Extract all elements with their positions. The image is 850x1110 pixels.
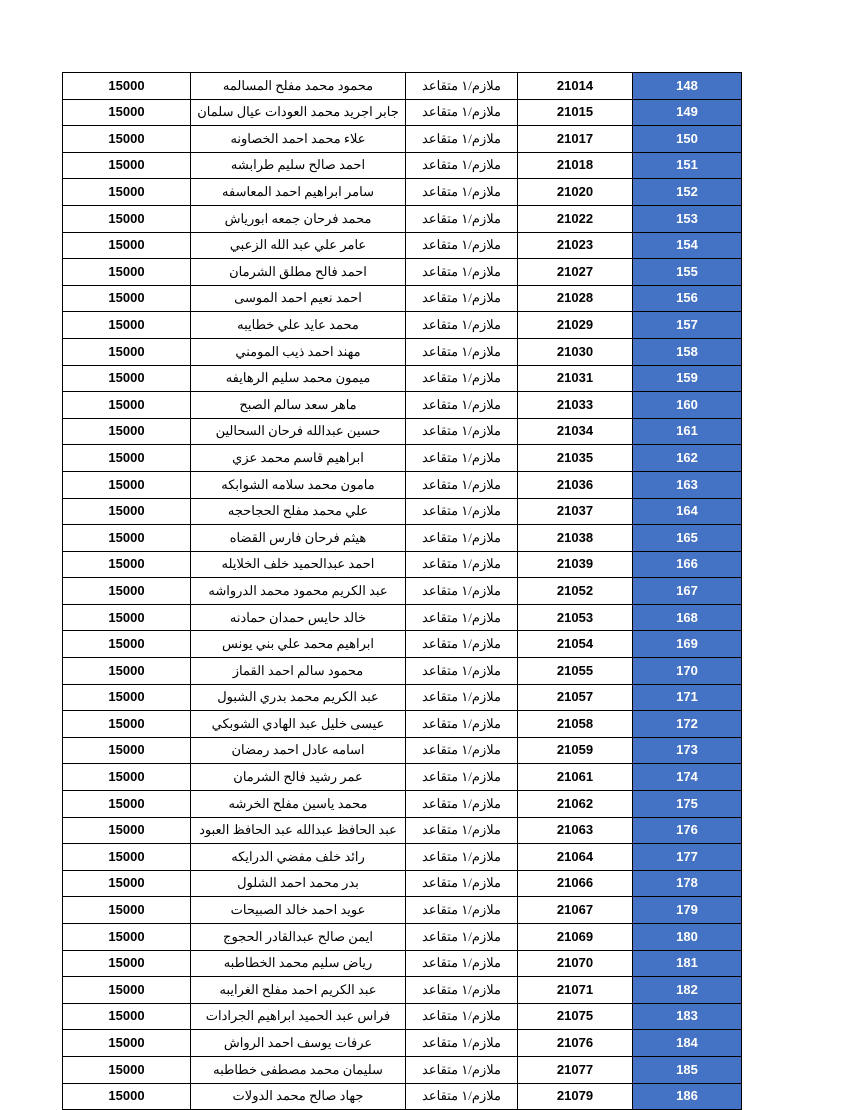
cell-rank: ملازم/١ متقاعد: [406, 817, 518, 844]
cell-name: احمد فالح مطلق الشرمان: [191, 259, 406, 286]
cell-sequence: 186: [633, 1083, 742, 1110]
cell-amount: 15000: [63, 312, 191, 339]
table-row: [63, 1083, 742, 1110]
cell-name: علاء محمد احمد الخصاونه: [191, 126, 406, 153]
cell-rank: ملازم/١ متقاعد: [406, 99, 518, 126]
cell-amount: 15000: [63, 711, 191, 738]
cell-amount: 15000: [63, 631, 191, 658]
cell-amount: 15000: [63, 684, 191, 711]
table-row: [63, 445, 742, 472]
cell-id-number: 21067: [518, 897, 633, 924]
cell-sequence: 155: [633, 259, 742, 286]
cell-rank: ملازم/١ متقاعد: [406, 525, 518, 552]
table-row: [63, 924, 742, 951]
cell-name: عبد الحافظ عبدالله عبد الحافظ العبود: [191, 817, 406, 844]
cell-amount: 15000: [63, 897, 191, 924]
cell-rank: ملازم/١ متقاعد: [406, 312, 518, 339]
cell-sequence: 180: [633, 924, 742, 951]
cell-id-number: 21062: [518, 791, 633, 818]
cell-amount: 15000: [63, 844, 191, 871]
cell-name: رائد خلف مفضي الدرايكه: [191, 844, 406, 871]
table-row: [63, 179, 742, 206]
cell-id-number: 21027: [518, 259, 633, 286]
cell-amount: 15000: [63, 152, 191, 179]
cell-amount: 15000: [63, 604, 191, 631]
cell-rank: ملازم/١ متقاعد: [406, 232, 518, 259]
cell-amount: 15000: [63, 498, 191, 525]
cell-name: ماهر سعد سالم الصبح: [191, 392, 406, 419]
cell-id-number: 21020: [518, 179, 633, 206]
cell-amount: 15000: [63, 126, 191, 153]
table-row: [63, 392, 742, 419]
table-row: [63, 418, 742, 445]
table-row: [63, 658, 742, 685]
cell-amount: 15000: [63, 764, 191, 791]
cell-id-number: 21052: [518, 578, 633, 605]
cell-name: محمد فرحان جمعه ابورياش: [191, 205, 406, 232]
cell-rank: ملازم/١ متقاعد: [406, 1083, 518, 1110]
table-row: [63, 99, 742, 126]
cell-rank: ملازم/١ متقاعد: [406, 764, 518, 791]
cell-amount: 15000: [63, 232, 191, 259]
cell-rank: ملازم/١ متقاعد: [406, 1056, 518, 1083]
cell-id-number: 21018: [518, 152, 633, 179]
cell-rank: ملازم/١ متقاعد: [406, 126, 518, 153]
cell-amount: 15000: [63, 525, 191, 552]
cell-rank: ملازم/١ متقاعد: [406, 179, 518, 206]
cell-id-number: 21038: [518, 525, 633, 552]
cell-id-number: 21070: [518, 950, 633, 977]
cell-id-number: 21034: [518, 418, 633, 445]
cell-rank: ملازم/١ متقاعد: [406, 392, 518, 419]
cell-rank: ملازم/١ متقاعد: [406, 205, 518, 232]
cell-amount: 15000: [63, 791, 191, 818]
cell-name: عبد الكريم محمود محمد الدرواشه: [191, 578, 406, 605]
cell-amount: 15000: [63, 205, 191, 232]
table-row: [63, 1030, 742, 1057]
cell-rank: ملازم/١ متقاعد: [406, 897, 518, 924]
cell-rank: ملازم/١ متقاعد: [406, 950, 518, 977]
cell-sequence: 177: [633, 844, 742, 871]
cell-sequence: 174: [633, 764, 742, 791]
cell-rank: ملازم/١ متقاعد: [406, 737, 518, 764]
cell-name: علي محمد مفلح الحجاحجه: [191, 498, 406, 525]
cell-id-number: 21015: [518, 99, 633, 126]
table-row: [63, 1056, 742, 1083]
table-row: [63, 950, 742, 977]
cell-amount: 15000: [63, 445, 191, 472]
cell-rank: ملازم/١ متقاعد: [406, 844, 518, 871]
cell-amount: 15000: [63, 870, 191, 897]
cell-sequence: 173: [633, 737, 742, 764]
cell-amount: 15000: [63, 924, 191, 951]
cell-name: محمود محمد مفلح المسالمه: [191, 73, 406, 100]
cell-rank: ملازم/١ متقاعد: [406, 498, 518, 525]
cell-name: هيثم فرحان فارس القضاه: [191, 525, 406, 552]
cell-sequence: 169: [633, 631, 742, 658]
cell-name: ابراهيم محمد علي بني يونس: [191, 631, 406, 658]
cell-amount: 15000: [63, 1030, 191, 1057]
table-row: [63, 1003, 742, 1030]
cell-sequence: 158: [633, 338, 742, 365]
cell-id-number: 21028: [518, 285, 633, 312]
cell-name: احمد نعيم احمد الموسى: [191, 285, 406, 312]
cell-sequence: 151: [633, 152, 742, 179]
cell-name: جهاد صالح محمد الدولات: [191, 1083, 406, 1110]
cell-name: محمد ياسين مفلح الخرشه: [191, 791, 406, 818]
table-row: [63, 525, 742, 552]
cell-sequence: 157: [633, 312, 742, 339]
cell-id-number: 21030: [518, 338, 633, 365]
cell-id-number: 21071: [518, 977, 633, 1004]
cell-name: رياض سليم محمد الخطاطبه: [191, 950, 406, 977]
table-row: [63, 684, 742, 711]
cell-id-number: 21064: [518, 844, 633, 871]
table-row: [63, 73, 742, 100]
cell-name: عيسى خليل عبد الهادي الشوبكي: [191, 711, 406, 738]
cell-rank: ملازم/١ متقاعد: [406, 338, 518, 365]
cell-id-number: 21066: [518, 870, 633, 897]
cell-name: عبد الكريم احمد مفلح الغرايبه: [191, 977, 406, 1004]
table-row: [63, 551, 742, 578]
cell-name: بدر محمد احمد الشلول: [191, 870, 406, 897]
cell-sequence: 149: [633, 99, 742, 126]
table-row: [63, 870, 742, 897]
cell-name: عرفات يوسف احمد الرواش: [191, 1030, 406, 1057]
cell-name: عبد الكريم محمد بدري الشبول: [191, 684, 406, 711]
cell-sequence: 184: [633, 1030, 742, 1057]
cell-amount: 15000: [63, 551, 191, 578]
cell-amount: 15000: [63, 338, 191, 365]
cell-name: مهند احمد ذيب المومني: [191, 338, 406, 365]
cell-amount: 15000: [63, 392, 191, 419]
cell-sequence: 164: [633, 498, 742, 525]
cell-sequence: 163: [633, 471, 742, 498]
cell-sequence: 165: [633, 525, 742, 552]
cell-rank: ملازم/١ متقاعد: [406, 285, 518, 312]
cell-amount: 15000: [63, 285, 191, 312]
cell-name: عويد احمد خالد الصبيحات: [191, 897, 406, 924]
cell-sequence: 185: [633, 1056, 742, 1083]
cell-id-number: 21033: [518, 392, 633, 419]
cell-amount: 15000: [63, 365, 191, 392]
cell-sequence: 153: [633, 205, 742, 232]
cell-amount: 15000: [63, 658, 191, 685]
cell-sequence: 167: [633, 578, 742, 605]
cell-id-number: 21058: [518, 711, 633, 738]
cell-id-number: 21053: [518, 604, 633, 631]
cell-sequence: 171: [633, 684, 742, 711]
table-row: [63, 285, 742, 312]
cell-id-number: 21022: [518, 205, 633, 232]
cell-rank: ملازم/١ متقاعد: [406, 977, 518, 1004]
cell-sequence: 168: [633, 604, 742, 631]
cell-sequence: 183: [633, 1003, 742, 1030]
cell-rank: ملازم/١ متقاعد: [406, 73, 518, 100]
cell-amount: 15000: [63, 737, 191, 764]
cell-rank: ملازم/١ متقاعد: [406, 684, 518, 711]
cell-rank: ملازم/١ متقاعد: [406, 1030, 518, 1057]
cell-name: ايمن صالح عبدالقادر الحجوج: [191, 924, 406, 951]
cell-id-number: 21077: [518, 1056, 633, 1083]
cell-name: ابراهيم قاسم محمد عزي: [191, 445, 406, 472]
cell-id-number: 21061: [518, 764, 633, 791]
cell-rank: ملازم/١ متقاعد: [406, 604, 518, 631]
cell-name: محمود سالم احمد القماز: [191, 658, 406, 685]
cell-name: فراس عبد الحميد ابراهيم الجرادات: [191, 1003, 406, 1030]
table-row: [63, 578, 742, 605]
table-row: [63, 312, 742, 339]
cell-name: سليمان محمد مصطفى خطاطبه: [191, 1056, 406, 1083]
cell-amount: 15000: [63, 259, 191, 286]
roster-table: [62, 72, 742, 1110]
cell-sequence: 181: [633, 950, 742, 977]
table-row: [63, 764, 742, 791]
roster-table-body: [63, 73, 742, 1110]
cell-amount: 15000: [63, 817, 191, 844]
cell-sequence: 172: [633, 711, 742, 738]
cell-name: عامر علي عبد الله الزعبي: [191, 232, 406, 259]
cell-sequence: 182: [633, 977, 742, 1004]
cell-sequence: 170: [633, 658, 742, 685]
cell-amount: 15000: [63, 99, 191, 126]
cell-id-number: 21057: [518, 684, 633, 711]
cell-rank: ملازم/١ متقاعد: [406, 631, 518, 658]
cell-amount: 15000: [63, 73, 191, 100]
cell-sequence: 179: [633, 897, 742, 924]
cell-id-number: 21063: [518, 817, 633, 844]
cell-sequence: 148: [633, 73, 742, 100]
cell-amount: 15000: [63, 578, 191, 605]
table-row: [63, 817, 742, 844]
table-row: [63, 791, 742, 818]
cell-id-number: 21075: [518, 1003, 633, 1030]
cell-rank: ملازم/١ متقاعد: [406, 365, 518, 392]
cell-amount: 15000: [63, 179, 191, 206]
cell-id-number: 21079: [518, 1083, 633, 1110]
cell-name: خالد حايس حمدان حمادنه: [191, 604, 406, 631]
cell-sequence: 159: [633, 365, 742, 392]
cell-sequence: 166: [633, 551, 742, 578]
cell-amount: 15000: [63, 1083, 191, 1110]
cell-rank: ملازم/١ متقاعد: [406, 791, 518, 818]
cell-name: جابر اجريد محمد العودات عيال سلمان: [191, 99, 406, 126]
cell-sequence: 161: [633, 418, 742, 445]
cell-amount: 15000: [63, 1003, 191, 1030]
cell-amount: 15000: [63, 1056, 191, 1083]
cell-id-number: 21037: [518, 498, 633, 525]
cell-sequence: 156: [633, 285, 742, 312]
table-row: [63, 604, 742, 631]
cell-id-number: 21014: [518, 73, 633, 100]
table-row: [63, 498, 742, 525]
cell-id-number: 21039: [518, 551, 633, 578]
cell-rank: ملازم/١ متقاعد: [406, 418, 518, 445]
cell-id-number: 21023: [518, 232, 633, 259]
cell-rank: ملازم/١ متقاعد: [406, 924, 518, 951]
cell-name: اسامه عادل احمد رمضان: [191, 737, 406, 764]
cell-id-number: 21076: [518, 1030, 633, 1057]
cell-rank: ملازم/١ متقاعد: [406, 445, 518, 472]
table-row: [63, 897, 742, 924]
table-row: [63, 977, 742, 1004]
cell-name: مامون محمد سلامه الشوابكه: [191, 471, 406, 498]
table-row: [63, 126, 742, 153]
cell-id-number: 21029: [518, 312, 633, 339]
cell-rank: ملازم/١ متقاعد: [406, 1003, 518, 1030]
cell-sequence: 152: [633, 179, 742, 206]
cell-amount: 15000: [63, 418, 191, 445]
cell-sequence: 150: [633, 126, 742, 153]
table-row: [63, 365, 742, 392]
table-row: [63, 338, 742, 365]
table-row: [63, 631, 742, 658]
table-row: [63, 844, 742, 871]
cell-id-number: 21059: [518, 737, 633, 764]
table-row: [63, 259, 742, 286]
cell-name: عمر رشيد فالح الشرمان: [191, 764, 406, 791]
cell-amount: 15000: [63, 471, 191, 498]
cell-rank: ملازم/١ متقاعد: [406, 870, 518, 897]
table-row: [63, 471, 742, 498]
table-row: [63, 737, 742, 764]
cell-id-number: 21055: [518, 658, 633, 685]
cell-name: ميمون محمد سليم الرهايفه: [191, 365, 406, 392]
cell-sequence: 176: [633, 817, 742, 844]
table-row: [63, 205, 742, 232]
cell-rank: ملازم/١ متقاعد: [406, 551, 518, 578]
table-row: [63, 152, 742, 179]
cell-id-number: 21069: [518, 924, 633, 951]
cell-id-number: 21031: [518, 365, 633, 392]
cell-sequence: 162: [633, 445, 742, 472]
cell-rank: ملازم/١ متقاعد: [406, 152, 518, 179]
cell-name: احمد صالح سليم طرابشه: [191, 152, 406, 179]
table-row: [63, 711, 742, 738]
cell-name: سامر ابراهيم احمد المعاسفه: [191, 179, 406, 206]
cell-rank: ملازم/١ متقاعد: [406, 471, 518, 498]
cell-id-number: 21035: [518, 445, 633, 472]
cell-sequence: 154: [633, 232, 742, 259]
cell-rank: ملازم/١ متقاعد: [406, 658, 518, 685]
table-row: [63, 232, 742, 259]
cell-amount: 15000: [63, 950, 191, 977]
cell-rank: ملازم/١ متقاعد: [406, 578, 518, 605]
cell-id-number: 21017: [518, 126, 633, 153]
cell-name: حسين عبدالله فرحان السحالين: [191, 418, 406, 445]
cell-rank: ملازم/١ متقاعد: [406, 711, 518, 738]
cell-amount: 15000: [63, 977, 191, 1004]
cell-rank: ملازم/١ متقاعد: [406, 259, 518, 286]
cell-sequence: 160: [633, 392, 742, 419]
cell-sequence: 178: [633, 870, 742, 897]
cell-id-number: 21036: [518, 471, 633, 498]
cell-sequence: 175: [633, 791, 742, 818]
cell-id-number: 21054: [518, 631, 633, 658]
cell-name: احمد عبدالحميد خلف الخلايله: [191, 551, 406, 578]
cell-name: محمد عايد علي خطايبه: [191, 312, 406, 339]
